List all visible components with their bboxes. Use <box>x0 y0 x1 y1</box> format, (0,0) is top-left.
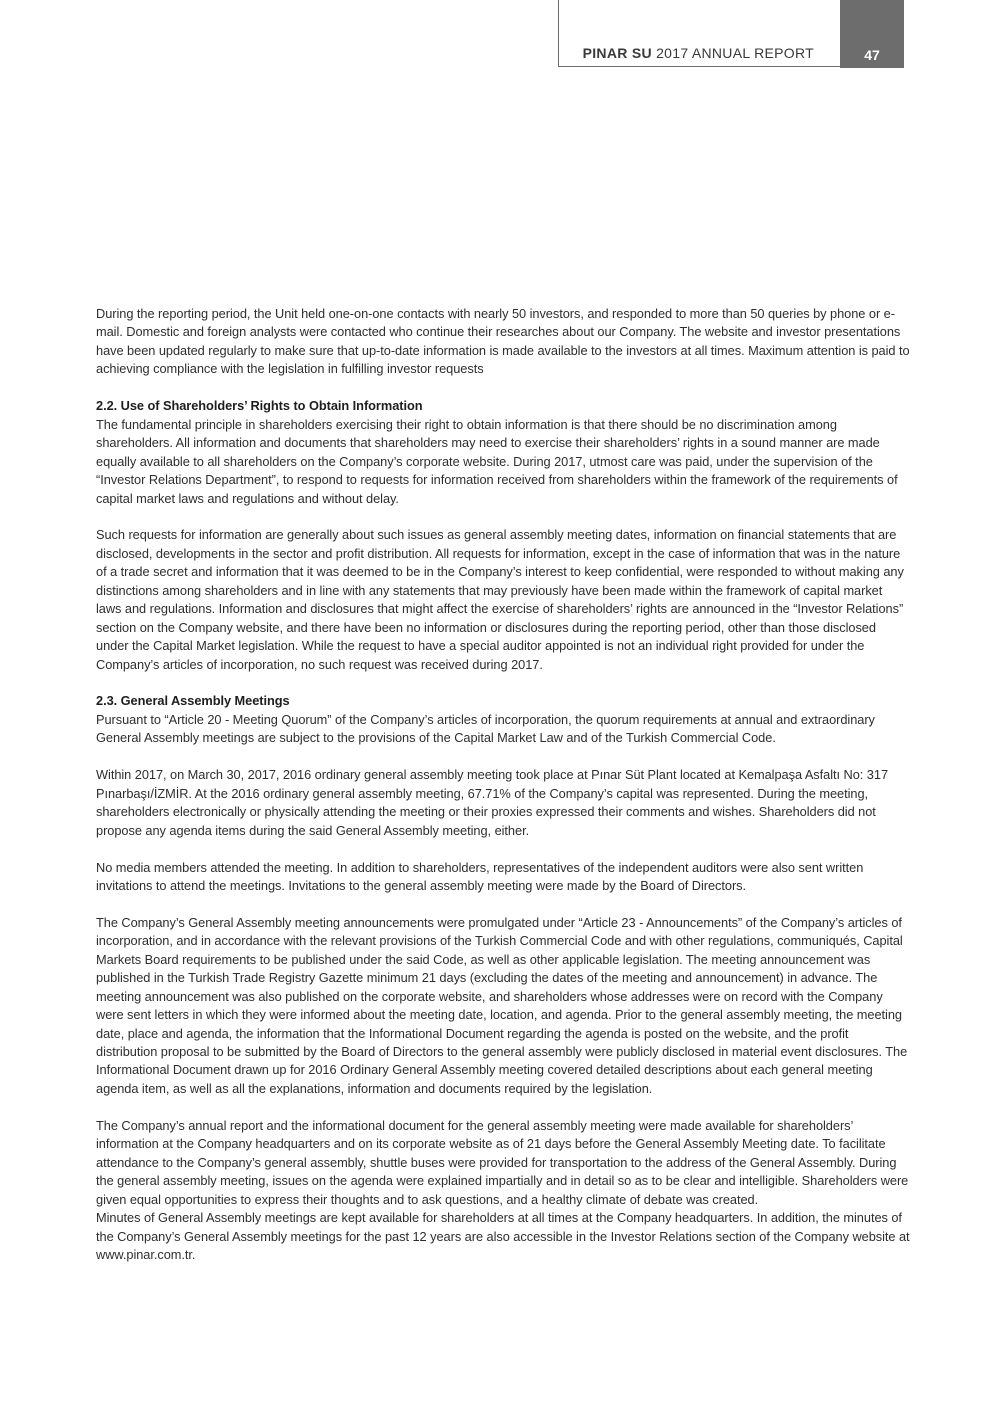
page-number-tab <box>840 0 904 68</box>
page-body <box>96 305 911 1264</box>
section-heading-2-3: 2.3. General Assembly Meetings <box>96 693 290 709</box>
paragraph: Pursuant to “Article 20 - Meeting Quorum” of the Company’s articles of incorporation, the quorum requirements at annual and extraordinary General Assembly meetings are subject to the provisions of the Capital Market Law and of the Turkish Commercial Code. <box>96 711 875 746</box>
paragraph: The Company’s annual report and the informational document for the general assembly meeting were made available for shareholders’ information at the Company headquarters and on its corporate website as of 21 days before the General Assembly Meeting date. To facilitate attendance to the Company’s general assembly, shuttle buses were provided for transportation to the address of the General Assembly. During the general assembly meeting, issues on the agenda were explained impartially and in detail so as to be clear and intelligible. Shareholders were given equal opportunities to express their thoughts and to ask questions, and a healthy climate of debate was created. <box>96 1117 909 1207</box>
paragraph: Within 2017, on March 30, 2017, 2016 ordinary general assembly meeting took place at Pınar Süt Plant located at Kemalpaşa Asfaltı No: 317 Pınarbaşı/İZMİR. At the 2016 ordinary general assembly meeting, 67.71% of the Company’s capital was represented. During the meeting, shareholders electronically or physically attending the meeting or their proxies expressed their comments and wishes. Shareholders did not propose any agenda items during the said General Assembly meeting, either. <box>96 767 889 838</box>
intro-paragraph: During the reporting period, the Unit held one-on-one contacts with nearly 50 investors, and responded to more than 50 queries by phone or e-mail. Domestic and foreign analysts were contacted who continue their researches about our Company. The website and investor presentations have been updated regularly to make sure that up-to-date information is made available to the investors at all times. Maximum attention is paid to achieving compliance with the legislation in fulfilling investor requests <box>96 306 910 377</box>
report-title <box>583 45 814 61</box>
report-brand: PINAR SU <box>582 45 652 61</box>
paragraph: Minutes of General Assembly meetings are kept available for shareholders at all times at the Company headquarters. In addition, the minutes of the Company’s General Assembly meetings for the past 12 years are also accessible in the Investor Relations section of the Company website at www.pinar.com.tr. <box>96 1210 910 1262</box>
paragraph: The fundamental principle in shareholders exercising their right to obtain information is that there should be no discrimination among shareholders. All information and documents that shareholders may need to exercise their shareholders’ rights in a sound manner are made equally available to all shareholders on the Company’s corporate website. During 2017, utmost care was paid, under the supervision of the “Investor Relations Department”, to respond to requests for information received from shareholders within the framework of the requirements of capital market laws and regulations and without delay. <box>96 416 898 506</box>
running-header <box>558 0 840 67</box>
paragraph: The Company’s General Assembly meeting announcements were promulgated under “Article 23 - Announcements” of the Company’s articles of incorporation, and in accordance with the relevant provisions of the Turkish Commercial Code and with other regulations, communiqués, Capital Markets Board requirements to be published under the said Code, as well as other applicable legislation. The meeting announcement was published in the Turkish Trade Registry Gazette minimum 21 days (excluding the dates of the meeting and announcement) in advance. The meeting announcement was also published on the corporate website, and shareholders whose addresses were on record with the Company were sent letters in which they were informed about the meeting date, location, and agenda. Prior to the general assembly meeting, the meeting date, place and agenda, the information that the Informational Document regarding the agenda is posted on the website, and the profit distribution proposal to be submitted by the Board of Directors to the general assembly were publicly disclosed in material event disclosures. The Informational Document drawn up for 2016 Ordinary General Assembly meeting covered detailed descriptions about each general meeting agenda item, as well as all the explanations, information and documents required by the legislation. <box>96 914 908 1096</box>
report-name: 2017 ANNUAL REPORT <box>651 45 814 61</box>
section-heading-2-2: 2.2. Use of Shareholders’ Rights to Obtain Information <box>96 398 423 414</box>
paragraph: No media members attended the meeting. In addition to shareholders, representatives of the independent auditors were also sent written invitations to attend the meetings. Invitations to the general assembly meeting were made by the Board of Directors. <box>96 859 864 893</box>
paragraph: Such requests for information are generally about such issues as general assembly meeting dates, information on financial statements that are disclosed, developments in the sector and profit distribution. All requests for information, except in the case of information that was in the nature of a trade secret and information that it was deemed to be in the Company’s interest to keep confidential, were responded to without making any distinctions among shareholders and in line with any statements that may previously have been made within the framework of capital market laws and regulations. Information and disclosures that might affect the exercise of shareholders’ rights are announced in the “Investor Relations” section on the Company website, and there have been no information or disclosures during the reporting period, other than those disclosed under the Capital Market legislation. While the request to have a special auditor appointed is not an individual right provided for under the Company’s articles of incorporation, no such request was received during 2017. <box>96 527 904 672</box>
page-number: 47 <box>864 47 880 63</box>
